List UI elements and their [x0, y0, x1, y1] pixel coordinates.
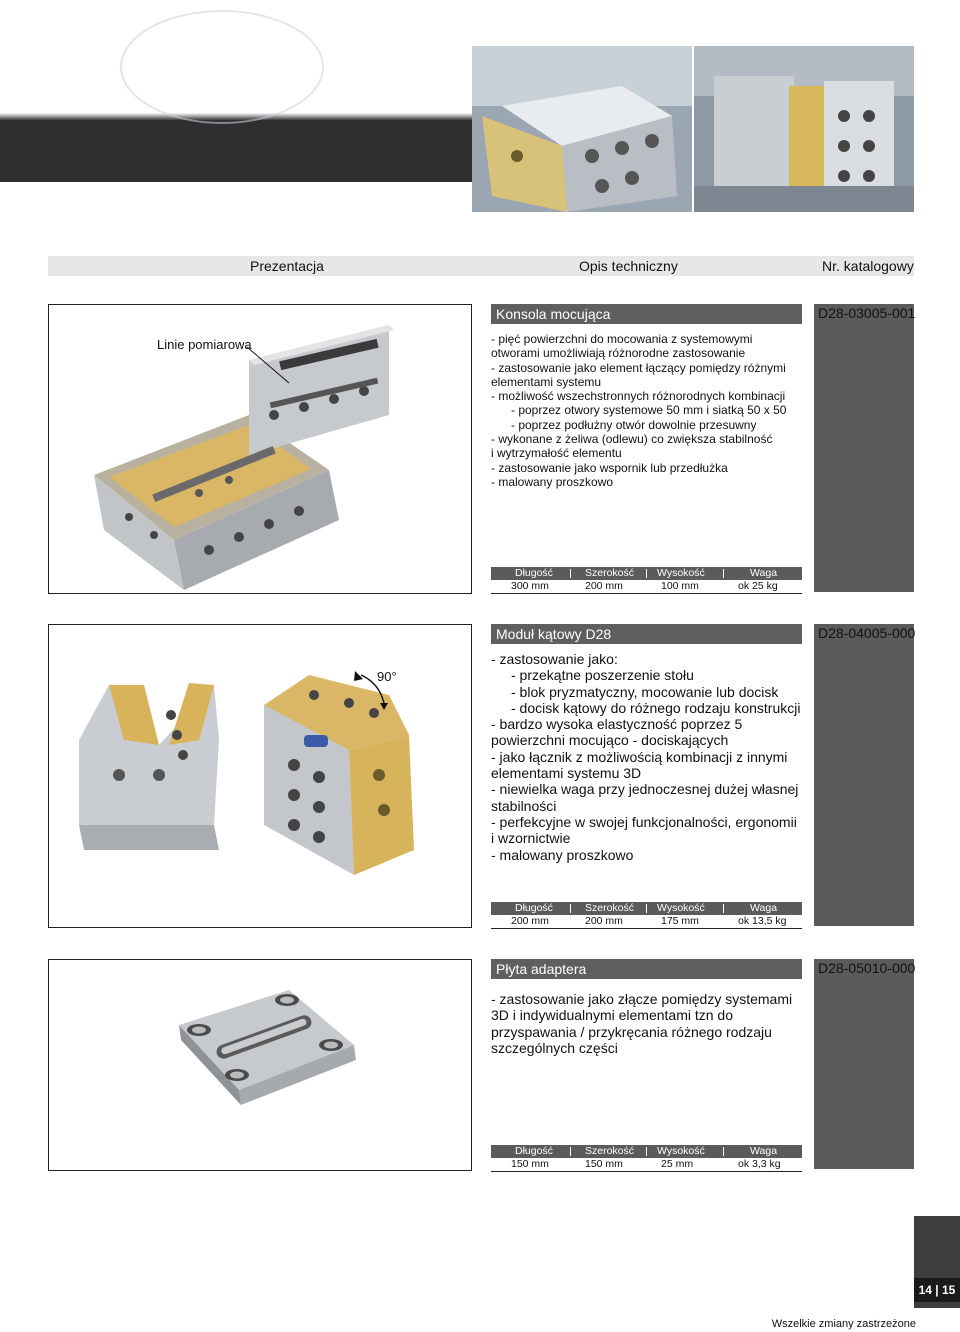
spec-header-height: Wysokość [657, 902, 705, 914]
description-line: - niewielka waga przy jednoczesnej dużej własnej [491, 781, 799, 798]
spec-value-height: 175 mm [661, 915, 699, 927]
catalog-number-3: D28-05010-000 [818, 960, 916, 976]
description-line: - malowany proszkowo [491, 846, 634, 863]
catalog-side-panel-2 [814, 624, 914, 926]
spec-value-height: 25 mm [661, 1158, 694, 1170]
product-image-box-1 [48, 304, 472, 594]
spec-header-weight: Waga [750, 902, 778, 914]
description-line: elementami systemu 3D [491, 765, 642, 782]
product-description-2 [491, 651, 821, 863]
description-line: stabilności [491, 797, 557, 814]
adapter-plate-image [49, 960, 471, 1170]
spec-header-height: Wysokość [657, 1145, 705, 1157]
description-line: - przekątne poszerzenie stołu [511, 667, 694, 684]
description-line: - poprzez otwory systemowe 50 mm i siatką 50 x 50 [511, 403, 787, 418]
catalog-side-panel-1 [814, 304, 914, 592]
spec-header-width: Szerokość [585, 1145, 635, 1157]
spec-table-1 [491, 567, 802, 594]
description-line: szczególnych części [491, 1039, 618, 1056]
spec-value-length: 150 mm [511, 1158, 549, 1170]
spec-header-weight: Waga [750, 1145, 778, 1157]
angle-label: 90° [377, 669, 397, 684]
catalog-side-panel-3 [814, 959, 914, 1169]
product-title-2: Moduł kątowy D28 [491, 624, 802, 644]
description-line: powierzchni mocująco - dociskających [491, 732, 729, 749]
spec-header-height: Wysokość [657, 567, 705, 579]
spec-value-length: 300 mm [511, 580, 549, 592]
description-line: - wykonane z żeliwa (odlewu) co zwiększa stabilność [491, 432, 773, 447]
spec-value-width: 200 mm [585, 580, 623, 592]
description-line: i wytrzymałość elementu [491, 446, 622, 461]
spec-value-weight: ok 13,5 kg [738, 915, 787, 927]
product-image-box-2 [48, 624, 472, 928]
catalog-number-1: D28-03005-001 [818, 305, 916, 321]
spec-value-length: 200 mm [511, 915, 549, 927]
spec-header-length: Długość [515, 1145, 553, 1157]
description-line: otworami umożliwiają różnorodne zastosowanie [491, 346, 746, 361]
description-line: - możliwość wszechstronnych różnorodnych kombinacji [491, 389, 786, 404]
measure-line-label: Linie pomiarowa [157, 337, 252, 352]
description-line: - poprzez podłużny otwór dowolnie przesuwny [511, 417, 757, 432]
spec-value-weight: ok 25 kg [738, 580, 778, 592]
console-product-image [49, 305, 471, 593]
spec-header-row [491, 902, 802, 915]
product-description-3 [491, 991, 821, 1056]
footer-note: Wszelkie zmiany zastrzeżone [771, 1318, 916, 1330]
column-technical: Opis techniczny [579, 258, 678, 274]
spec-table-3 [491, 1145, 802, 1172]
product-image-box-3 [48, 959, 472, 1171]
angle-module-image [49, 625, 471, 927]
spec-header-length: Długość [515, 902, 553, 914]
product-description-1 [491, 332, 821, 489]
banner-photo-fixture-1 [472, 46, 692, 212]
description-line: i wzornictwie [491, 830, 571, 847]
spec-value-weight: ok 3,3 kg [738, 1158, 781, 1170]
spec-value-row [491, 580, 802, 594]
description-line: - zastosowanie jako element łączący pomiędzy różnymi [491, 360, 786, 375]
column-catalog: Nr. katalogowy [822, 258, 914, 274]
description-line: - perfekcyjne w swojej funkcjonalności, ergonomii [491, 813, 797, 830]
spec-header-length: Długość [515, 567, 553, 579]
description-line: - docisk kątowy do różnego rodzaju konstrukcji [511, 699, 801, 716]
description-line: przyspawania / przykręcania różnego rodzaju [491, 1023, 772, 1040]
description-line: - blok pryzmatyczny, mocowanie lub docisk [511, 683, 779, 700]
spec-value-width: 200 mm [585, 915, 623, 927]
page-number-block [914, 1216, 960, 1308]
spec-table-2 [491, 902, 802, 929]
description-line: - zastosowanie jako złącze pomiędzy systemami [491, 991, 793, 1007]
spec-value-row [491, 915, 802, 929]
catalog-number-2: D28-04005-000 [818, 625, 916, 641]
description-line: elementami systemu [491, 374, 602, 389]
seal-watermark [120, 10, 324, 124]
spec-value-width: 150 mm [585, 1158, 623, 1170]
page-numbers: 14 | 15 [914, 1278, 960, 1302]
description-line: - jako łącznik z możliwością kombinacji z innymi [491, 748, 788, 765]
description-line: - pięć powierzchni do mocowania z systemowymi [491, 332, 753, 346]
description-line: - zastosowanie jako: [491, 651, 618, 667]
description-line: - bardzo wysoka elastyczność poprzez 5 [491, 716, 743, 733]
column-presentation: Prezentacja [250, 258, 324, 274]
banner-dark-strip [0, 120, 472, 182]
description-line: - zastosowanie jako wspornik lub przedłużka [491, 460, 728, 475]
spec-header-weight: Waga [750, 567, 778, 579]
header-banner [0, 0, 960, 212]
description-line: - malowany proszkowo [491, 474, 614, 489]
spec-value-height: 100 mm [661, 580, 699, 592]
spec-header-width: Szerokość [585, 567, 635, 579]
spec-value-row [491, 1158, 802, 1172]
product-title-1: Konsola mocująca [491, 304, 802, 324]
product-title-3: Płyta adaptera [491, 959, 802, 979]
spec-header-row [491, 1145, 802, 1158]
spec-header-row [491, 567, 802, 580]
column-header-bar [48, 256, 914, 276]
banner-photo-fixture-2 [694, 46, 914, 212]
description-line: 3D i indywidualnymi elementami tzn do [491, 1007, 733, 1024]
spec-header-width: Szerokość [585, 902, 635, 914]
